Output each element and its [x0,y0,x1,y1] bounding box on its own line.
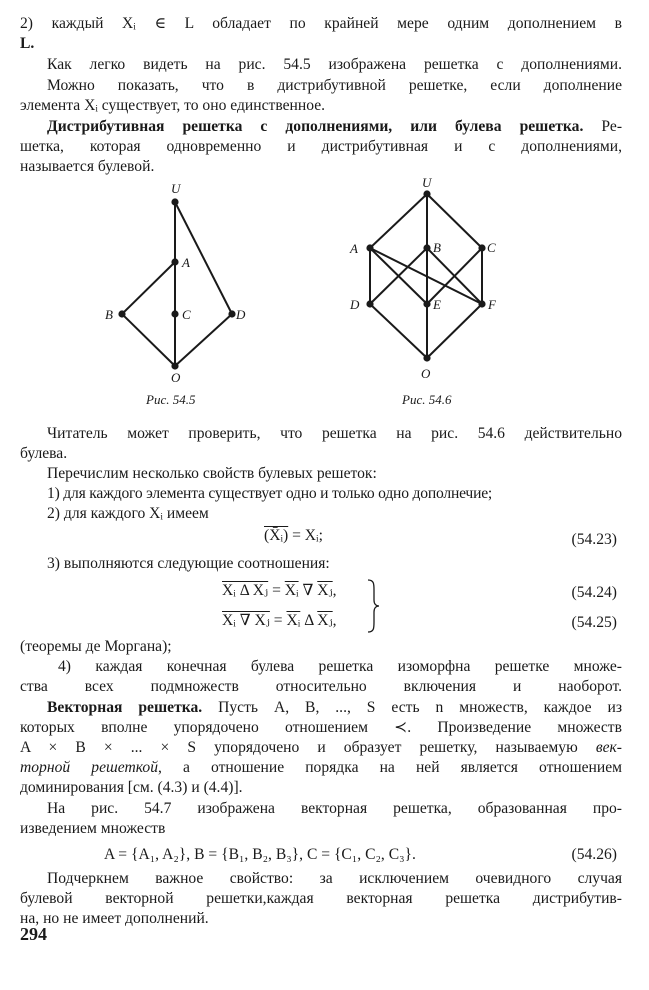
label-O-545: O [171,370,181,385]
label-U-545: U [171,181,181,196]
equation-54-25-end: , [332,612,337,629]
vector-lattice-line5: доминирования [см. (4.3) и (4.4)]. [20,779,243,796]
node-B-545 [118,310,125,317]
vector-lattice-line4 [20,758,622,779]
boolean-lattice-line2: шетка, которая одновременно и дистрибутивная и с дополнениями, [20,138,622,155]
boolean-lattice-line1 [47,117,622,138]
property-4-line1: 4) каждая конечная булева решетка изоморфна решетке множе- [58,658,622,675]
demorgan-note: (теоремы де Моргана); [20,638,172,655]
node-B-546 [423,244,430,251]
vector-lattice-line1 [47,698,622,719]
equation-brace [366,578,380,634]
equation-54-25-r2: $\overline{Xⱼ}$ [317,612,333,629]
equation-54-26: A = {A₁, A₂}, B = {B₁, B₂, B₃}, C = {C₁, C₂, C₃}. [104,846,416,863]
edge-B-O-545 [122,314,175,366]
equation-54-23-lhs: (X̄ᵢ) [264,527,289,544]
node-D-546 [366,300,373,307]
label-D-545: D [236,307,246,322]
vector-lattice-line2: которых вполне упорядочено отношением ≺. Произведение множеств [20,719,622,736]
equation-54-24-r2: $\overline{Xⱼ}$ [317,582,333,599]
note-line1: Подчеркнем важное свойство: за исключением очевидного случая [47,870,622,887]
vector-lattice-text3b: век- [595,739,622,756]
label-C-545: C [182,307,191,322]
note-line3: на, но не имеет дополнений. [20,910,209,927]
note-line2: булевой векторной решетки,каждая векторная решетка дистрибутив- [20,890,622,907]
vector-lattice-line3 [20,738,622,759]
vector-lattice-text3a: A × B × ... × S упорядочено и образует решетку, называемую [20,739,596,756]
vector-lattice-text4a: торной решеткой [20,759,159,776]
paragraph-unique-line2: элемента Xᵢ существует, то оно единственное. [20,97,326,114]
node-O-546 [423,354,430,361]
label-B-546: B [433,240,441,255]
node-D-545 [228,310,235,317]
node-A-546 [366,244,373,251]
page-number: 294 [20,924,47,944]
paragraph-complements: Как легко видеть на рис. 54.5 изображена решетка с дополнениями. [47,56,622,73]
boolean-lattice-heading: Дистрибутивная решетка с дополнениями, или булева решетка. [47,118,584,135]
property-2: 2) для каждого Xᵢ имеем [47,505,209,522]
figures-area [0,176,649,416]
reader-check-line1: Читатель может проверить, что решетка на рис. 54.6 действительно [47,425,622,442]
label-B-545: B [105,307,113,322]
label-O-546: O [421,366,431,381]
item2-line2: L. [20,35,35,52]
vector-lattice-text1: Пусть A, B, ..., S есть n множеств, каждое из [202,699,622,716]
label-F-546: F [488,297,496,312]
equation-54-24-end: , [332,582,337,599]
equation-54-23-number: (54.23) [571,531,617,548]
node-C-546 [478,244,485,251]
label-D-546: D [350,297,360,312]
fig-54-7-line1: На рис. 54.7 изображена векторная решетка, образованная про- [47,800,622,817]
equation-54-24 [222,581,337,602]
equation-54-25-lhs: Xᵢ ∇ Xⱼ [222,612,270,629]
label-U-546: U [422,176,432,190]
edge-U-A-546 [370,194,427,248]
equation-54-25-r1: $\overline{Xᵢ}$ [286,612,301,629]
reader-check-line2: булева. [20,445,68,462]
lattice-diagrams [0,176,649,416]
node-F-546 [478,300,485,307]
boolean-lattice-text: Ре- [583,118,623,135]
node-U-546 [423,190,430,197]
property-1: 1) для каждого элемента существует одно и только одно дополнечие; [47,485,493,502]
label-A-545: A [182,255,190,270]
label-E-546: E [433,297,441,312]
node-U-545 [171,198,178,205]
paragraph-unique-line1: Можно показать, что в дистрибутивной решетке, если дополнение [47,77,622,94]
properties-intro: Перечислим несколько свойств булевых решеток: [47,465,377,482]
equation-54-24-equals: = [268,582,285,599]
edge-F-O-546 [427,304,482,358]
equation-54-25-op: Δ [300,612,318,629]
equation-54-24-op: ∇ [298,582,318,599]
edge-A-B-545 [122,262,175,314]
caption-fig-54-5: Рис. 54.5 [146,392,196,407]
item2-line1: 2) каждый Xᵢ ∈ L обладает по крайней мере одним дополнением в [20,15,622,32]
edge-D-O-546 [370,304,427,358]
node-A-545 [171,258,178,265]
label-C-546: C [487,240,496,255]
figure-54-6-edges [370,194,482,358]
figure-54-5-edges [122,202,232,366]
figure-54-5-nodes [118,198,235,369]
label-A-546: A [350,241,358,256]
equation-54-24-lhs: Xᵢ Δ Xⱼ [222,582,269,599]
vector-lattice-heading: Векторная решетка. [47,699,203,716]
equation-54-24-r1: $\overline{Xᵢ}$ [284,582,299,599]
equation-54-24-number: (54.24) [571,584,617,601]
node-O-545 [171,362,178,369]
caption-fig-54-6: Рис. 54.6 [402,392,452,407]
equation-54-23 [264,526,323,547]
property-3: 3) выполняются следующие соотношения: [47,555,330,572]
node-E-546 [423,300,430,307]
fig-54-7-line2: изведением множеств [20,820,166,837]
equation-54-23-rhs: = Xᵢ; [288,527,323,544]
equation-54-25-equals: = [269,612,287,629]
property-4-line2: ства всех подмножеств относительно включения и наоборот. [20,678,622,695]
boolean-lattice-line3: называется булевой. [20,158,155,175]
vector-lattice-text4b: , а отношение порядка на ней является отношением [158,759,622,776]
node-C-545 [171,310,178,317]
equation-54-26-number: (54.26) [571,846,617,863]
equation-54-25-number: (54.25) [571,614,617,631]
equation-54-25 [222,611,337,632]
